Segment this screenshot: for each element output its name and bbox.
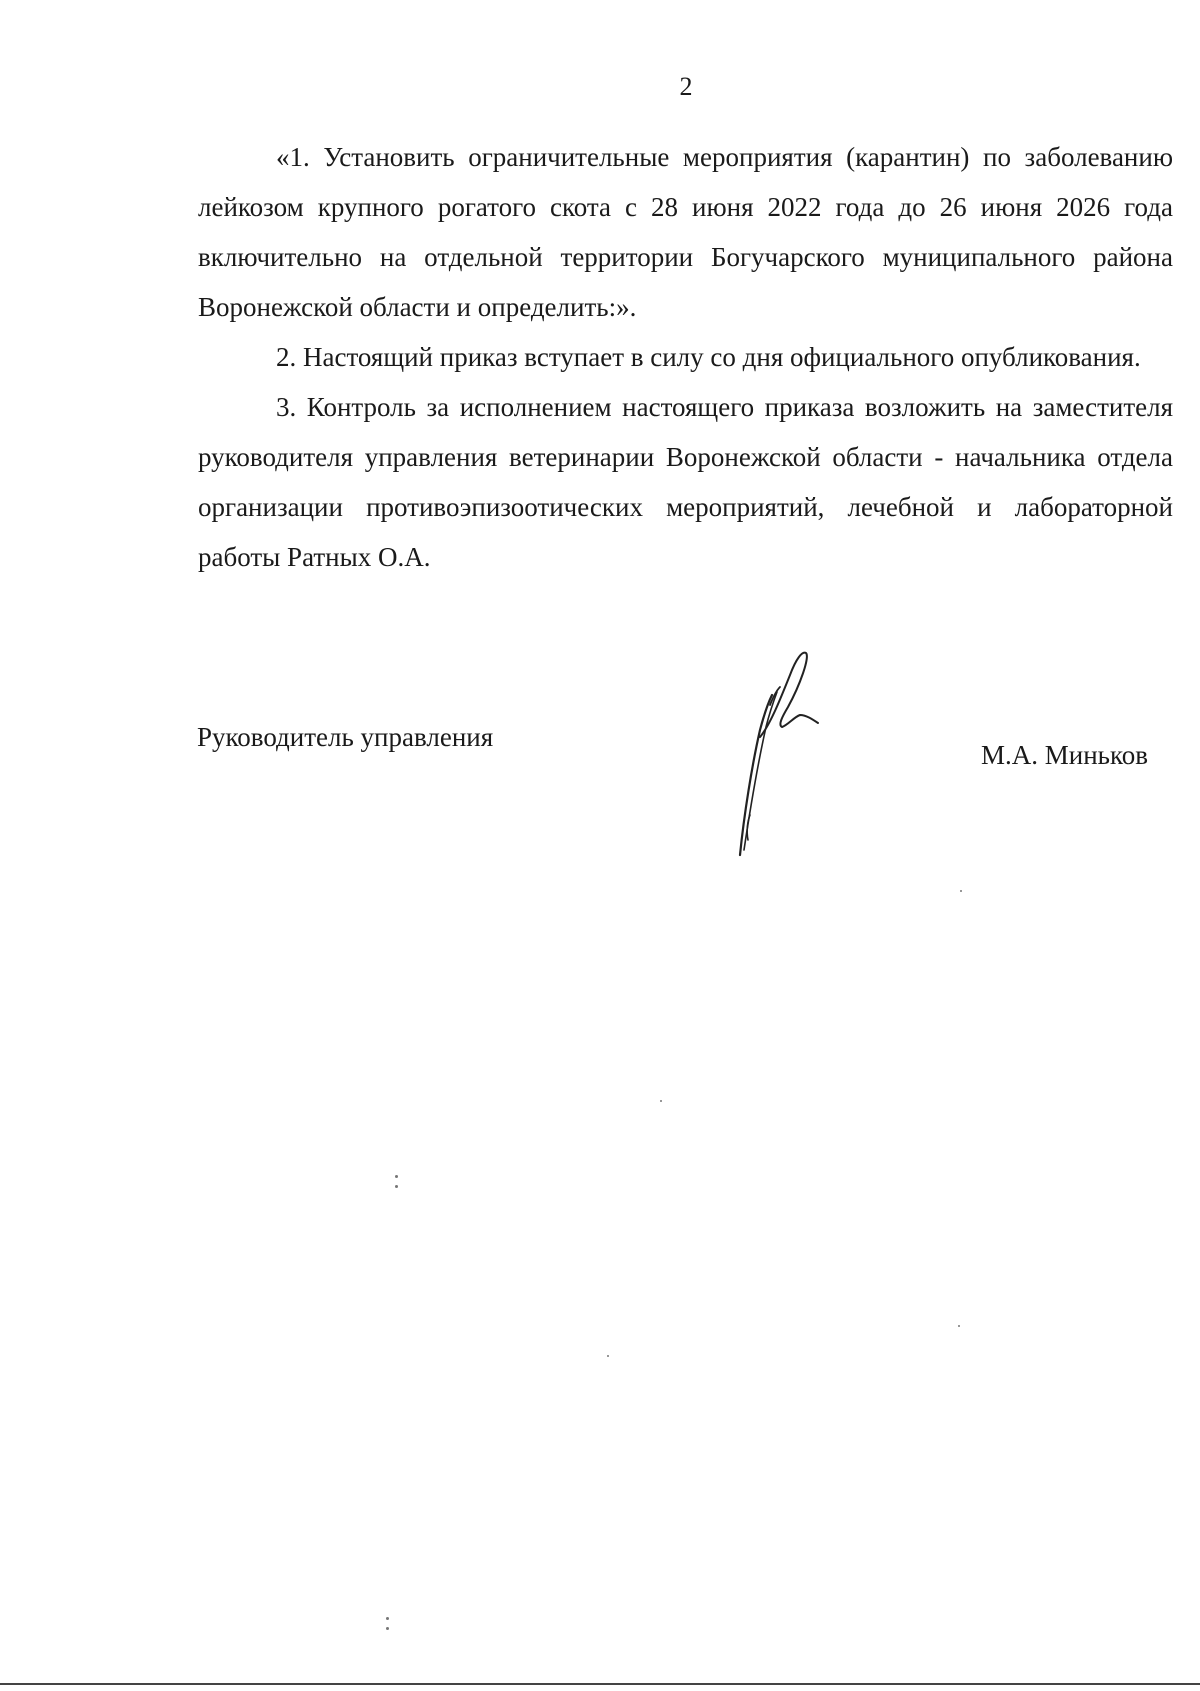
scan-speck <box>386 1627 389 1630</box>
scan-speck <box>607 1355 609 1357</box>
scan-speck <box>386 1617 389 1620</box>
scan-speck <box>660 1100 662 1102</box>
scan-speck <box>395 1175 398 1178</box>
scan-speck <box>958 1325 960 1327</box>
scan-edge-line <box>0 1683 1200 1685</box>
document-body <box>198 132 1173 582</box>
handwritten-signature <box>730 645 850 860</box>
scan-speck <box>960 890 962 892</box>
paragraph-2: 2. Настоящий приказ вступает в силу со дня официального опубликования. <box>276 342 1141 372</box>
page-number: 2 <box>679 72 693 101</box>
paragraph-1: «1. Установить ограничительные мероприятия (карантин) по заболеванию лейкозом крупного рогатого скота с 28 июня 2022 года до 26 июня 2026 года включительно на отдельной территории Богучарского муниципального района Воронежской области и определить:». <box>198 142 1173 322</box>
scan-speck <box>395 1185 398 1188</box>
signatory-name: М.А. Миньков <box>981 740 1148 770</box>
signatory-title: Руководитель управления <box>197 722 494 752</box>
paragraph-3: 3. Контроль за исполнением настоящего приказа возложить на заместителя руководителя управления ветеринарии Воронежской области - начальника отдела организации противоэпизоотических мероприятий, лечебной и лабораторной работы Ратных О.А. <box>198 392 1173 572</box>
